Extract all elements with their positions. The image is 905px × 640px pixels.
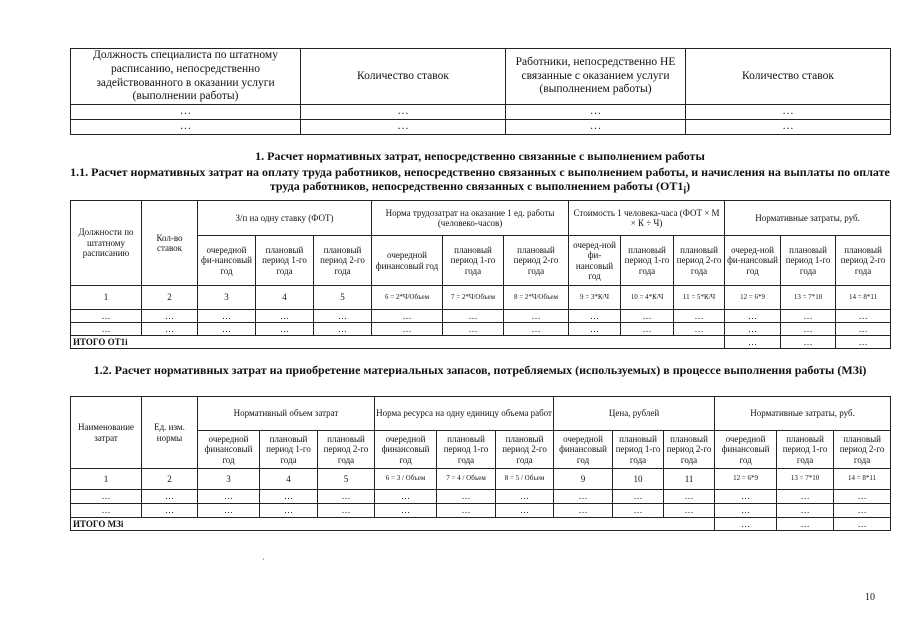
- ellipsis-cell: …: [142, 504, 198, 518]
- ellipsis-cell: …: [664, 490, 715, 504]
- ellipsis-cell: …: [674, 310, 725, 323]
- ellipsis-cell: …: [71, 504, 142, 518]
- table-row: [71, 504, 891, 518]
- ellipsis-cell: …: [834, 518, 891, 531]
- ellipsis-cell: …: [260, 490, 318, 504]
- group-labor-norm: Норма трудозатрат на оказание 1 ед. работы (человеко-часов): [372, 201, 569, 236]
- ellipsis-cell: …: [777, 504, 834, 518]
- ellipsis-cell: …: [674, 323, 725, 336]
- total-row: [71, 518, 891, 531]
- ellipsis-cell: …: [198, 323, 256, 336]
- ellipsis-cell: …: [71, 323, 142, 336]
- ellipsis-cell: …: [314, 323, 372, 336]
- ellipsis-cell: …: [256, 310, 314, 323]
- ellipsis-cell: …: [318, 490, 375, 504]
- group-price: Цена, рублей: [554, 397, 715, 431]
- ellipsis-cell: …: [496, 490, 554, 504]
- ellipsis-cell: …: [142, 310, 198, 323]
- section-heading: 1. Расчет нормативных затрат, непосредственно связанные с выполнением работы: [255, 149, 705, 163]
- ellipsis-cell: …: [198, 504, 260, 518]
- col-position: Должности по штатному расписанию: [71, 201, 142, 286]
- ellipsis-cell: …: [664, 504, 715, 518]
- table-row: [71, 490, 891, 504]
- table-row: [71, 323, 891, 336]
- ellipsis-cell: …: [621, 310, 674, 323]
- table-row: [71, 310, 891, 323]
- col-unit: Ед. изм. нормы: [142, 397, 198, 469]
- materials-costs-table: Наименование затрат Ед. изм. нормы Нормативный объем затрат Норма ресурса на одну единицу объема работ Цена, рублей Нормативные затраты, руб. очередной финансовый год плановый период 1-го года плановый период 2-го года очередной финансовый год плановый период 1-го года плановый период 2-го года очередной финансовый год плановый период 1-го года плановый период 2-го года очередной финансовый год плановый период 1-го года плановый период 2-го года 1 2 3 4 5 6 = 3 / Объем 7 = 4 / Объем 8 = 5 / Объем 9 10 11 12 = 6*9 13 = 7*10 14 = 8*11 … … … … … … … … … … … … … … … … … … … … … … … … … … … … ИТОГО МЗi … … …: [70, 396, 891, 531]
- header-rates-2: Количество ставок: [686, 49, 891, 105]
- ellipsis-cell: …: [375, 504, 437, 518]
- ellipsis-cell: …: [372, 310, 443, 323]
- column-numbers-row: 1 2 3 4 5 6 = 2*Ч/Объем 7 = 2*Ч/Объем 8 = 2*Ч/Объем 9 = 3*К/Ч 10 = 4*К/Ч 11 = 5*К/Ч 12 = 6*9 13 = 7*10 14 = 8*11: [71, 286, 891, 310]
- ellipsis-cell: …: [834, 504, 891, 518]
- header-rates: Количество ставок: [301, 49, 506, 105]
- group-salary: З/п на одну ставку (ФОТ): [198, 201, 372, 236]
- header-non-direct-workers: Работники, непосредственно НЕ связанные с оказанием услуги (выполнением работы): [506, 49, 686, 105]
- ellipsis-cell: …: [496, 504, 554, 518]
- ellipsis-cell: …: [613, 504, 664, 518]
- ellipsis-cell: …: [715, 504, 777, 518]
- ellipsis-cell: …: [554, 504, 613, 518]
- ellipsis-cell: …: [504, 310, 569, 323]
- ellipsis-cell: …: [142, 490, 198, 504]
- ellipsis-cell: …: [375, 490, 437, 504]
- ellipsis-cell: …: [198, 310, 256, 323]
- ellipsis-cell: …: [260, 504, 318, 518]
- ellipsis-cell: …: [715, 490, 777, 504]
- table-row: … … … …: [71, 105, 891, 120]
- ellipsis-cell: …: [71, 490, 142, 504]
- ellipsis-cell: …: [725, 323, 781, 336]
- ellipsis-cell: …: [715, 518, 777, 531]
- ellipsis-cell: …: [569, 310, 621, 323]
- table-row: … … … …: [71, 119, 891, 134]
- ellipsis-cell: …: [504, 323, 569, 336]
- page-number: 10: [865, 592, 875, 603]
- total-row: [71, 336, 891, 349]
- labor-costs-table: Должности по штатному расписанию Кол-во ставок З/п на одну ставку (ФОТ) Норма трудозатрат на оказание 1 ед. работы (человеко-часов) Стоимость 1 человека-часа (ФОТ × М × К ÷ Ч) Нормативные затраты, руб. очередной фи-нансовый год плановый период 1-го года плановый период 2-го года очередной финансовый год плановый период 1-го года плановый период 2-го года очеред-ной фи-нансовый год плановый период 1-го года плановый период 2-го года очеред-ной фи-нансовый год плановый период 1-го года плановый период 2-го года 1 2 3 4 5 6 = 2*Ч/Объем 7 = 2*Ч/Объем 8 = 2*Ч/Объем 9 = 3*К/Ч 10 = 4*К/Ч 11 = 5*К/Ч 12 = 6*9 13 = 7*10 14 = 8*11 … … … … … … … … … … … … … … … … … … … … … … … … … … … … ИТОГО ОТ1i … … …: [70, 200, 891, 349]
- ellipsis-cell: …: [71, 310, 142, 323]
- group-hour-cost: Стоимость 1 человека-часа (ФОТ × М × К ÷ Ч): [569, 201, 725, 236]
- subsection-heading-materials: 1.2. Расчет нормативных затрат на приобретение материальных запасов, потребляемых (используемых) в процессе выполнения работы (МЗi): [93, 363, 867, 377]
- ellipsis-cell: …: [372, 323, 443, 336]
- ellipsis-cell: …: [836, 323, 891, 336]
- group-normative-costs: Нормативные затраты, руб.: [725, 201, 891, 236]
- ellipsis-cell: …: [437, 504, 496, 518]
- total-label: ИТОГО ОТ1i: [71, 336, 725, 349]
- ellipsis-cell: …: [443, 310, 504, 323]
- ellipsis-cell: …: [836, 336, 891, 349]
- ellipsis-cell: …: [437, 490, 496, 504]
- ellipsis-cell: …: [781, 323, 836, 336]
- total-label: ИТОГО МЗi: [71, 518, 715, 531]
- ellipsis-cell: …: [725, 310, 781, 323]
- group-resource-norm: Норма ресурса на одну единицу объема работ: [375, 397, 554, 431]
- ellipsis-cell: …: [781, 336, 836, 349]
- ellipsis-cell: …: [554, 490, 613, 504]
- ellipsis-cell: …: [256, 323, 314, 336]
- group-volume: Нормативный объем затрат: [198, 397, 375, 431]
- ellipsis-cell: …: [443, 323, 504, 336]
- ellipsis-cell: …: [781, 310, 836, 323]
- ellipsis-cell: …: [613, 490, 664, 504]
- ellipsis-cell: …: [834, 490, 891, 504]
- ellipsis-cell: …: [621, 323, 674, 336]
- col-cost-name: Наименование затрат: [71, 397, 142, 469]
- ellipsis-cell: …: [314, 310, 372, 323]
- ellipsis-cell: …: [142, 323, 198, 336]
- ellipsis-cell: …: [198, 490, 260, 504]
- ellipsis-cell: …: [836, 310, 891, 323]
- column-numbers-row: 1 2 3 4 5 6 = 3 / Объем 7 = 4 / Объем 8 = 5 / Объем 9 10 11 12 = 6*9 13 = 7*10 14 = 8*11: [71, 469, 891, 490]
- subsection-heading: 1.1. Расчет нормативных затрат на оплату труда работников, непосредственно связанных с выполнением работы, и начисления на выплаты по оплате труда работников, непосредственно связанных с выполнением работы $(ОТ1_i)$: [70, 165, 890, 197]
- ellipsis-cell: …: [777, 518, 834, 531]
- col-count: Кол-во ставок: [142, 201, 198, 286]
- ellipsis-cell: …: [569, 323, 621, 336]
- stray-dot: ·: [262, 555, 265, 564]
- header-position: Должность специалиста по штатному расписанию, непосредственно задействованного в оказании услуги (выполнении работы): [71, 49, 301, 105]
- staff-positions-table: [70, 48, 891, 135]
- group-normative-costs: Нормативные затраты, руб.: [715, 397, 891, 431]
- ellipsis-cell: …: [777, 490, 834, 504]
- ellipsis-cell: …: [725, 336, 781, 349]
- ellipsis-cell: …: [318, 504, 375, 518]
